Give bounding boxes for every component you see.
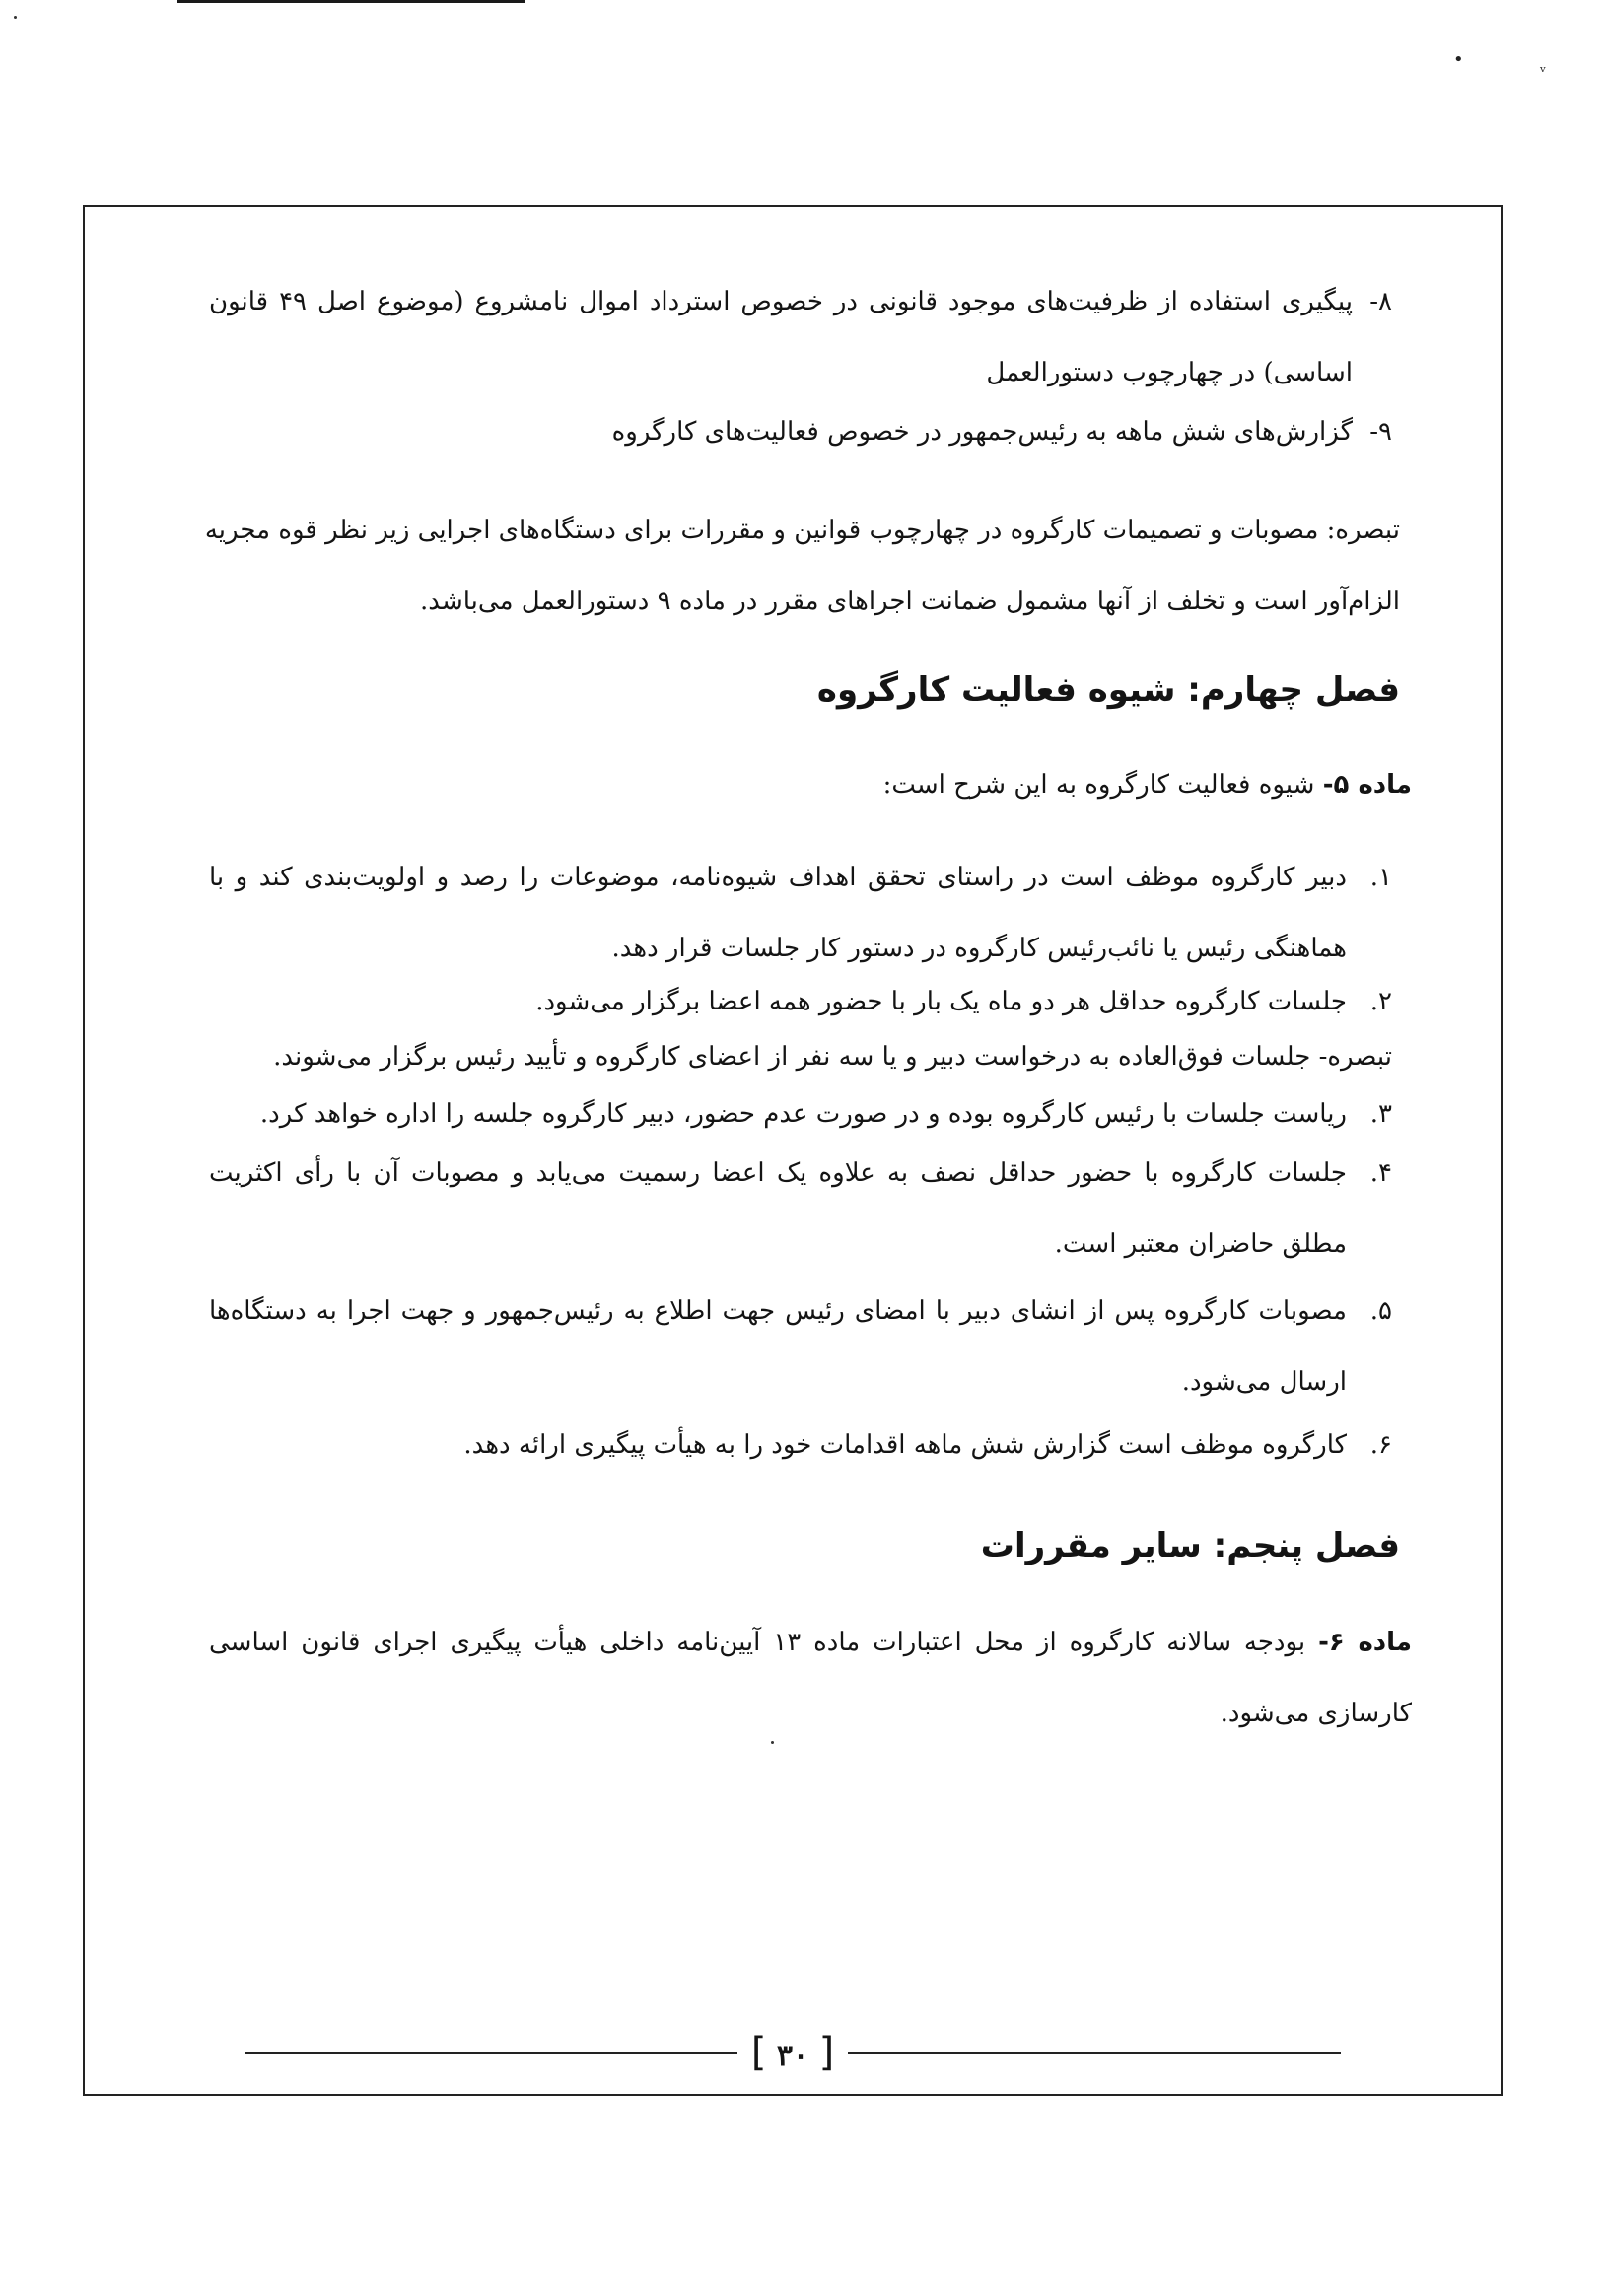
item-line: مطلق حاضران معتبر است. [1054,1229,1347,1259]
chapter-heading: فصل چهارم: شیوه فعالیت کارگروه [816,670,1400,710]
note-line: تبصره- جلسات فوق‌العاده به درخواست دبیر و یا سه نفر از اعضای کارگروه و تأیید رئیس برگزار می‌شوند. [273,1042,1392,1072]
bracket-close: ] [818,2030,835,2075]
item-number: ۵. [1369,1296,1392,1326]
list-item-8 [209,266,1392,408]
item-line: دبیر کارگروه موظف است در راستای تحقق اهداف شیوه‌نامه، موضوعات را رصد و اولویت‌بندی کند و با [209,863,1347,892]
item-line: ریاست جلسات با رئیس کارگروه بوده و در صورت عدم حضور، دبیر کارگروه جلسه را اداره خواهد کرد. [259,1099,1347,1129]
chapter-heading: فصل پنجم: سایر مقررات [980,1526,1400,1565]
item-line: کارگروه موظف است گزارش شش ماهه اقدامات خود را به هیأت پیگیری ارائه دهد. [463,1430,1347,1460]
bracket-open: [ [750,2030,767,2075]
item-line: ارسال می‌شود. [1181,1367,1347,1397]
document-body [204,266,1412,1749]
article-title: ماده ۶- [1318,1628,1412,1657]
list-item-6 [209,1410,1392,1481]
list-item-4 [209,1138,1392,1280]
page-number [737,2031,848,2074]
list-item-1 [209,842,1392,984]
item-number: ۸- [1369,287,1392,316]
item-line: پیگیری استفاده از ظرفیت‌های موجود قانونی در خصوص استرداد اموال نامشروع (موضوع اصل ۴۹ قانون [209,287,1353,316]
article-line: کارسازی می‌شود. [1220,1699,1412,1728]
article-text: بودجه سالانه کارگروه از محل اعتبارات ماده ۱۳ آیین‌نامه داخلی هیأت پیگیری اجرای قانون اساسی [209,1628,1319,1657]
article-title: ماده ۵- [1322,770,1412,800]
item-line: جلسات کارگروه حداقل هر دو ماه یک بار با حضور همه اعضا برگزار می‌شود. [535,987,1347,1016]
footer-rule-left [245,2052,737,2054]
item-line: هماهنگی رئیس یا نائب‌رئیس کارگروه در دستور کار جلسات قرار دهد. [611,934,1347,963]
item-line: جلسات کارگروه با حضور حداقل نصف به علاوه یک اعضا رسمیت می‌یابد و مصوبات آن با رأی اکثریت [209,1158,1347,1188]
scan-mark-2: ᵥ [1540,57,1546,76]
article-text: شیوه فعالیت کارگروه به این شرح است: [882,770,1323,800]
scan-mark-1: • [1453,49,1464,70]
article-6 [209,1607,1412,1749]
note-line: الزام‌آور است و تخلف از آنها مشمول ضمانت اجراهای مقرر در ماده ۹ دستورالعمل می‌باشد. [420,587,1400,616]
footer-rule-right [848,2052,1341,2054]
list-item-9 [209,396,1392,467]
note-block [204,495,1400,637]
item-line: گزارش‌های شش ماهه به رئیس‌جمهور در خصوص فعالیت‌های کارگروه [611,417,1353,447]
scan-dot [771,1741,774,1744]
item-number: ۶. [1369,1430,1392,1460]
list-item-5 [209,1276,1392,1418]
item-number: ۲. [1369,987,1392,1016]
scan-dot [14,16,17,19]
item-number: ۱. [1369,863,1392,892]
article-line [209,1607,1412,1678]
item-line: مصوبات کارگروه پس از انشای دبیر با امضای رئیس جهت اطلاع به رئیس‌جمهور و جهت اجرا به دستگاه‌ها [209,1296,1347,1326]
scan-artifact-top-line [177,0,525,3]
note-line: تبصره: مصوبات و تصمیمات کارگروه در چهارچوب قوانین و مقررات برای دستگاه‌های اجرایی زیر نظر قوه مجریه [204,516,1400,545]
list-item-2 [209,966,1392,1037]
item-line: اساسی) در چهارچوب دستورالعمل [986,358,1353,387]
page-number-text: ۳۰ [776,2039,809,2073]
article-5 [209,749,1412,820]
page-number-footer [245,2031,1341,2074]
item-number: ۳. [1369,1099,1392,1129]
item-number: ۴. [1369,1158,1392,1188]
item-number: ۹- [1369,417,1392,447]
